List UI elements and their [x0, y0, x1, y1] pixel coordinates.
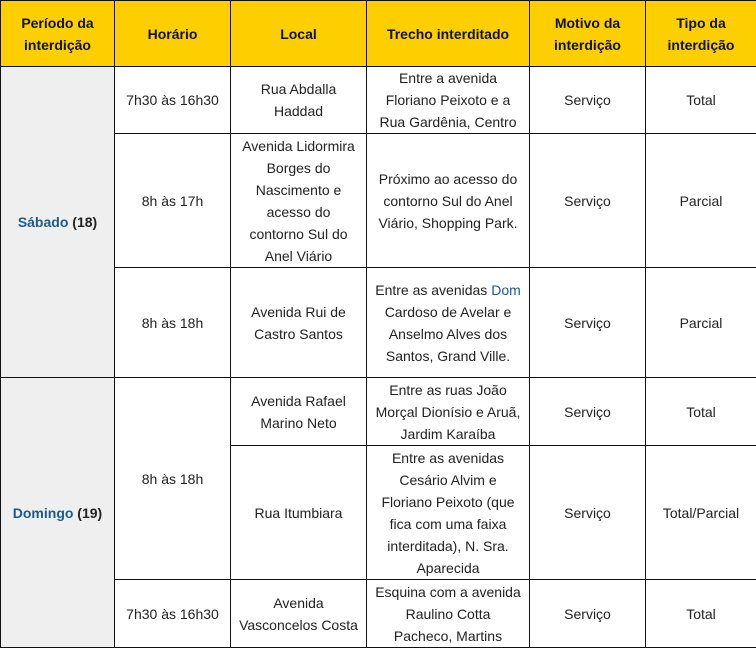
- motivo-cell: Serviço: [530, 268, 646, 378]
- trecho-cell: Esquina com a avenida Raulino Cotta Pacheco, Martins: [367, 580, 530, 648]
- horario-cell: 8h às 17h: [115, 134, 231, 268]
- period-sabado: [1, 67, 115, 378]
- horario-cell: 7h30 às 16h30: [115, 67, 231, 134]
- local-cell: Rua Itumbiara: [231, 446, 367, 580]
- period-domingo: [1, 378, 115, 648]
- table-row: [1, 378, 756, 446]
- day-link-sabado[interactable]: Sábado: [18, 214, 69, 230]
- trecho-cell: [367, 268, 530, 378]
- tipo-cell: Parcial: [646, 134, 756, 268]
- table-row: [1, 134, 756, 268]
- day-date: (19): [73, 505, 102, 521]
- motivo-cell: Serviço: [530, 134, 646, 268]
- tipo-cell: Total: [646, 378, 756, 446]
- header-periodo: Período da interdição: [1, 1, 115, 67]
- tipo-cell: Total: [646, 67, 756, 134]
- local-cell: Avenida Rafael Marino Neto: [231, 378, 367, 446]
- header-local: Local: [231, 1, 367, 67]
- table-row: [1, 580, 756, 648]
- local-cell: Avenida Rui de Castro Santos: [231, 268, 367, 378]
- tipo-cell: Total/Parcial: [646, 446, 756, 580]
- trecho-cell: Próximo ao acesso do contorno Sul do Anel Viário, Shopping Park.: [367, 134, 530, 268]
- header-horario: Horário: [115, 1, 231, 67]
- local-cell: Avenida Vasconcelos Costa: [231, 580, 367, 648]
- trecho-cell: Entre as ruas João Morçal Dionísio e Aruã, Jardim Karaíba: [367, 378, 530, 446]
- trecho-cell: Entre as avenidas Cesário Alvim e Floriano Peixoto (que fica com uma faixa interditada), N. Sra. Aparecida: [367, 446, 530, 580]
- header-motivo: Motivo da interdição: [530, 1, 646, 67]
- motivo-cell: Serviço: [530, 446, 646, 580]
- horario-cell: 8h às 18h: [115, 268, 231, 378]
- day-date: (18): [68, 214, 97, 230]
- local-cell: Avenida Lidormira Borges do Nascimento e acesso do contorno Sul do Anel Viário: [231, 134, 367, 268]
- trecho-text: Entre as avenidas: [375, 282, 491, 298]
- table-row: [1, 67, 756, 134]
- trecho-cell: Entre a avenida Floriano Peixoto e a Rua Gardênia, Centro: [367, 67, 530, 134]
- horario-cell: 7h30 às 16h30: [115, 580, 231, 648]
- motivo-cell: Serviço: [530, 580, 646, 648]
- tipo-cell: Parcial: [646, 268, 756, 378]
- table-row: [1, 268, 756, 378]
- motivo-cell: Serviço: [530, 67, 646, 134]
- tipo-cell: Total: [646, 580, 756, 648]
- table-header-row: [1, 1, 756, 67]
- motivo-cell: Serviço: [530, 378, 646, 446]
- trecho-link-dom[interactable]: Dom: [491, 282, 521, 298]
- header-tipo: Tipo da interdição: [646, 1, 756, 67]
- header-trecho: Trecho interditado: [367, 1, 530, 67]
- day-link-domingo[interactable]: Domingo: [13, 505, 74, 521]
- local-cell: Rua Abdalla Haddad: [231, 67, 367, 134]
- horario-cell: 8h às 18h: [115, 378, 231, 580]
- trecho-text: Cardoso de Avelar e Anselmo Alves dos Santos, Grand Ville.: [385, 304, 512, 364]
